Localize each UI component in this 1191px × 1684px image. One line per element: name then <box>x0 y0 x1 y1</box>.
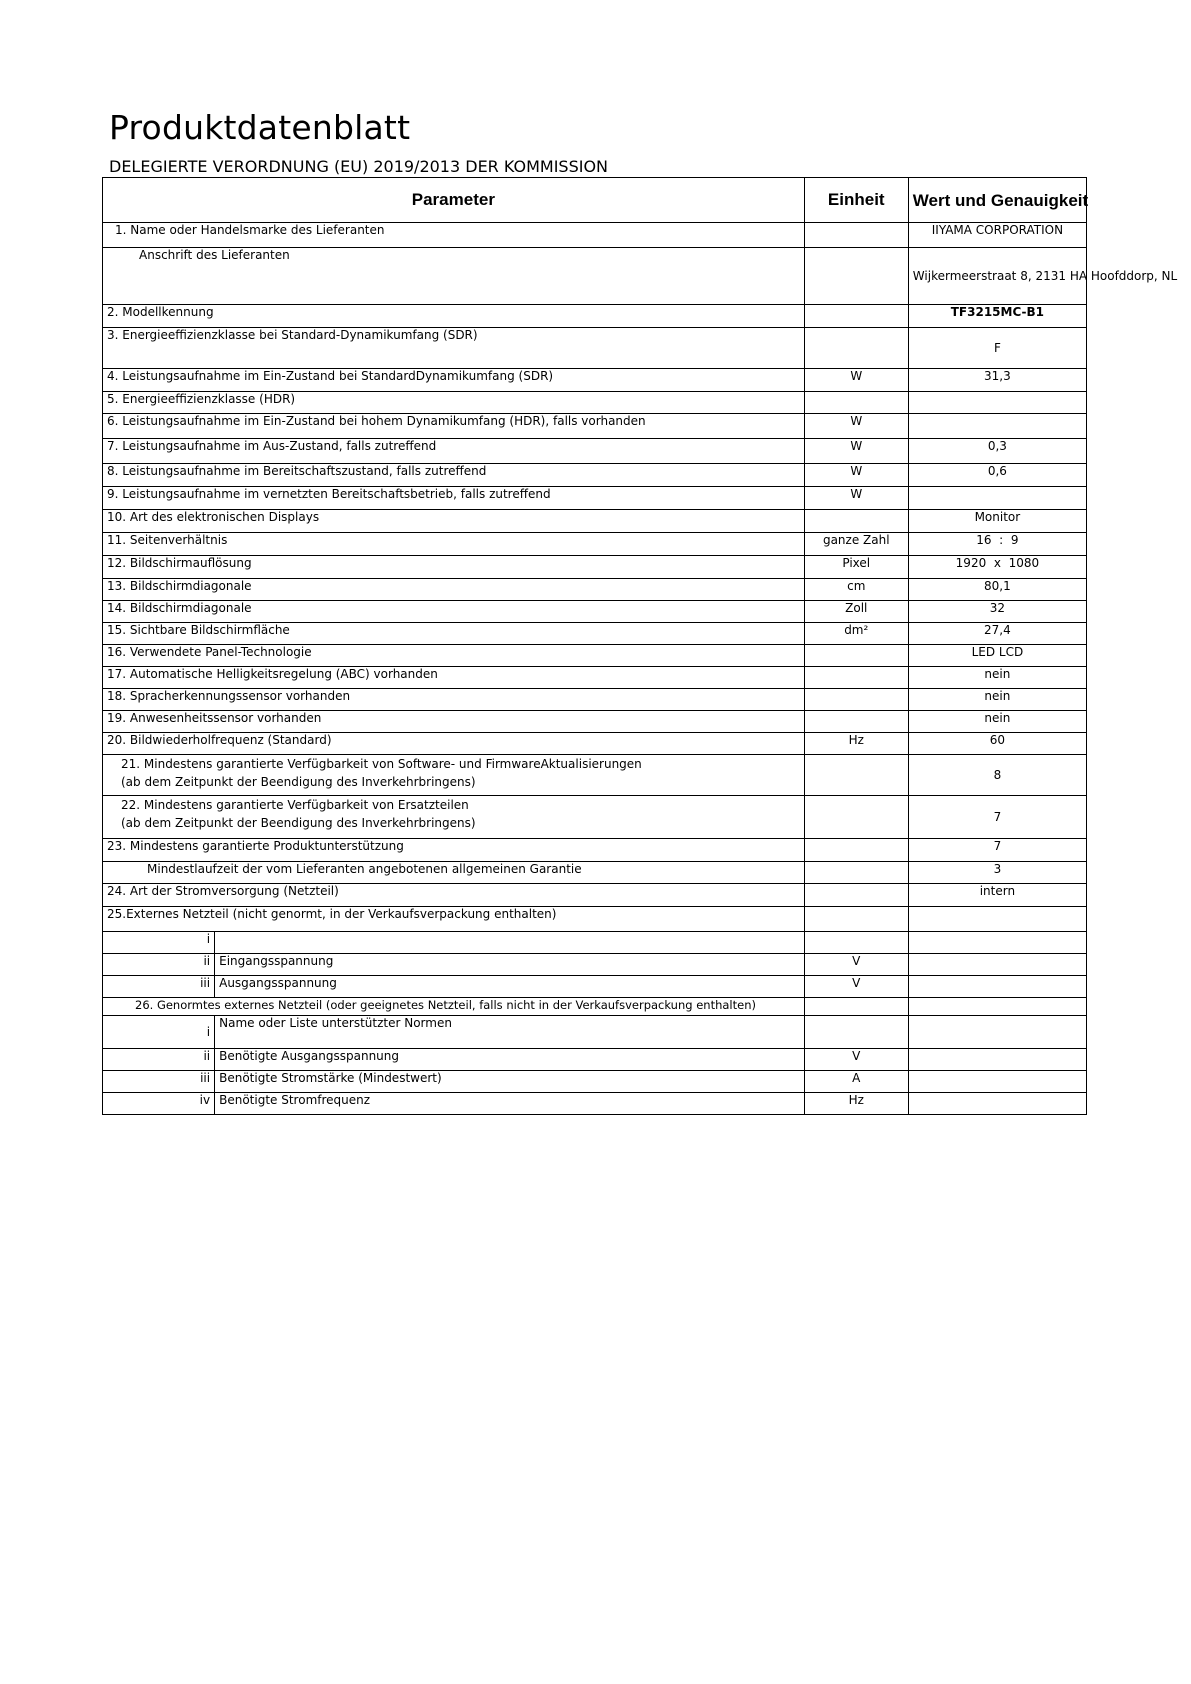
unit-cell: V <box>804 1049 908 1071</box>
roman-numeral: iii <box>103 976 215 998</box>
param-label-line: 21. Mindestens garantierte Verfügbarkeit von Software- und FirmwareAktualisierungen <box>121 757 642 771</box>
value-cell <box>908 487 1086 510</box>
param-label: 1. Name oder Handelsmarke des Lieferanten <box>103 223 805 248</box>
unit-cell <box>804 839 908 862</box>
param-label <box>215 932 805 954</box>
value-cell: Monitor <box>908 510 1086 533</box>
unit-cell: Hz <box>804 1093 908 1115</box>
unit-cell: V <box>804 954 908 976</box>
param-label: 7. Leistungsaufnahme im Aus-Zustand, falls zutreffend <box>103 439 805 464</box>
table-row <box>103 392 1087 414</box>
param-label: 5. Energieeffizienzklasse (HDR) <box>103 392 805 414</box>
param-label: Ausgangsspannung <box>215 976 805 998</box>
param-label: 18. Spracherkennungssensor vorhanden <box>103 689 805 711</box>
table-row <box>103 907 1087 932</box>
table-row <box>103 305 1087 328</box>
value-cell <box>908 976 1086 998</box>
value-cell: TF3215MC-B1 <box>908 305 1086 328</box>
param-label: 20. Bildwiederholfrequenz (Standard) <box>103 733 805 755</box>
unit-cell <box>804 932 908 954</box>
unit-cell: V <box>804 976 908 998</box>
table-row <box>103 1071 1087 1093</box>
param-label: 25.Externes Netzteil (nicht genormt, in der Verkaufsverpackung enthalten) <box>103 907 805 932</box>
unit-cell: ganze Zahl <box>804 533 908 556</box>
param-label: 24. Art der Stromversorgung (Netzteil) <box>103 884 805 907</box>
unit-cell: Zoll <box>804 601 908 623</box>
value-cell: nein <box>908 689 1086 711</box>
table-row <box>103 556 1087 579</box>
value-cell: intern <box>908 884 1086 907</box>
value-cell: 80,1 <box>908 579 1086 601</box>
value-cell: 8 <box>908 755 1086 796</box>
param-label: Name oder Liste unterstützter Normen <box>215 1016 805 1049</box>
unit-cell <box>804 755 908 796</box>
unit-cell <box>804 711 908 733</box>
param-label: 14. Bildschirmdiagonale <box>103 601 805 623</box>
unit-cell <box>804 328 908 369</box>
param-label: 4. Leistungsaufnahme im Ein-Zustand bei StandardDynamikumfang (SDR) <box>103 369 805 392</box>
unit-cell: cm <box>804 579 908 601</box>
table-row <box>103 711 1087 733</box>
param-label: 2. Modellkennung <box>103 305 805 328</box>
value-cell: 27,4 <box>908 623 1086 645</box>
value-cell: 60 <box>908 733 1086 755</box>
unit-cell <box>804 510 908 533</box>
param-label: 15. Sichtbare Bildschirmfläche <box>103 623 805 645</box>
table-row <box>103 248 1087 305</box>
value-cell <box>908 907 1086 932</box>
table-row <box>103 623 1087 645</box>
value-cell: F <box>908 328 1086 369</box>
value-cell: 31,3 <box>908 369 1086 392</box>
value-cell <box>908 1049 1086 1071</box>
value-cell: 7 <box>908 839 1086 862</box>
value-cell <box>908 998 1086 1016</box>
param-label: 3. Energieeffizienzklasse bei Standard-Dynamikumfang (SDR) <box>103 328 805 369</box>
param-label-line: (ab dem Zeitpunkt der Beendigung des Inverkehrbringens) <box>121 775 476 789</box>
param-label-line: (ab dem Zeitpunkt der Beendigung des Inverkehrbringens) <box>121 816 476 830</box>
header-unit: Einheit <box>804 178 908 223</box>
value-cell: 7 <box>908 796 1086 839</box>
value-cell <box>908 1016 1086 1049</box>
table-row <box>103 533 1087 556</box>
table-row <box>103 1016 1087 1049</box>
value-cell: nein <box>908 667 1086 689</box>
table-row <box>103 601 1087 623</box>
value-cell: Wijkermeerstraat 8, 2131 HA Hoofddorp, NL <box>908 248 1086 305</box>
unit-cell: Pixel <box>804 556 908 579</box>
table-row <box>103 862 1087 884</box>
param-label: 8. Leistungsaufnahme im Bereitschaftszustand, falls zutreffend <box>103 464 805 487</box>
value-cell <box>908 954 1086 976</box>
unit-cell <box>804 1016 908 1049</box>
unit-cell <box>804 689 908 711</box>
product-data-table <box>102 177 1178 1115</box>
unit-cell: W <box>804 439 908 464</box>
table-row <box>103 976 1087 998</box>
unit-cell <box>804 998 908 1016</box>
table-header-row <box>103 178 1087 223</box>
table-row <box>103 487 1087 510</box>
unit-cell <box>804 862 908 884</box>
table-row <box>103 223 1087 248</box>
table-row <box>103 689 1087 711</box>
param-label: 19. Anwesenheitssensor vorhanden <box>103 711 805 733</box>
table-row <box>103 1049 1087 1071</box>
roman-numeral: i <box>103 1016 215 1049</box>
param-label: Mindestlaufzeit der vom Lieferanten angebotenen allgemeinen Garantie <box>103 862 805 884</box>
unit-cell <box>804 907 908 932</box>
param-label: 16. Verwendete Panel-Technologie <box>103 645 805 667</box>
param-label: Benötigte Ausgangsspannung <box>215 1049 805 1071</box>
param-label: 12. Bildschirmauflösung <box>103 556 805 579</box>
unit-cell <box>804 223 908 248</box>
unit-cell <box>804 645 908 667</box>
roman-numeral: ii <box>103 954 215 976</box>
table-row <box>103 510 1087 533</box>
param-label-line: 22. Mindestens garantierte Verfügbarkeit von Ersatzteilen <box>121 798 469 812</box>
value-cell <box>908 414 1086 439</box>
param-label: Benötigte Stromstärke (Mindestwert) <box>215 1071 805 1093</box>
header-parameter: Parameter <box>103 178 805 223</box>
page-title: Produktdatenblatt <box>109 108 411 147</box>
param-label <box>103 796 805 839</box>
table-row <box>103 954 1087 976</box>
unit-cell: W <box>804 464 908 487</box>
table-row <box>103 645 1087 667</box>
unit-cell: A <box>804 1071 908 1093</box>
page-subtitle: DELEGIERTE VERORDNUNG (EU) 2019/2013 DER KOMMISSION <box>109 157 609 176</box>
roman-numeral: i <box>103 932 215 954</box>
param-label: 23. Mindestens garantierte Produktunterstützung <box>103 839 805 862</box>
unit-cell <box>804 248 908 305</box>
value-cell: 16 : 9 <box>908 533 1086 556</box>
table-row <box>103 839 1087 862</box>
value-cell: 3 <box>908 862 1086 884</box>
value-cell: 1920 x 1080 <box>908 556 1086 579</box>
param-label <box>103 755 805 796</box>
value-cell <box>908 932 1086 954</box>
table-row <box>103 464 1087 487</box>
table-row <box>103 414 1087 439</box>
unit-cell: W <box>804 487 908 510</box>
unit-cell <box>804 796 908 839</box>
table-row <box>103 884 1087 907</box>
table-row <box>103 1093 1087 1115</box>
value-cell: 32 <box>908 601 1086 623</box>
value-cell <box>908 392 1086 414</box>
param-label: 10. Art des elektronischen Displays <box>103 510 805 533</box>
value-cell <box>908 1093 1086 1115</box>
param-label: Anschrift des Lieferanten <box>103 248 805 305</box>
unit-cell: W <box>804 414 908 439</box>
unit-cell: dm² <box>804 623 908 645</box>
table-row <box>103 579 1087 601</box>
table-row <box>103 369 1087 392</box>
unit-cell <box>804 305 908 328</box>
table-row <box>103 328 1087 369</box>
param-label: 6. Leistungsaufnahme im Ein-Zustand bei hohem Dynamikumfang (HDR), falls vorhanden <box>103 414 805 439</box>
value-cell: LED LCD <box>908 645 1086 667</box>
roman-numeral: ii <box>103 1049 215 1071</box>
table-row <box>103 439 1087 464</box>
value-cell <box>908 1071 1086 1093</box>
param-label: 13. Bildschirmdiagonale <box>103 579 805 601</box>
table-row <box>103 733 1087 755</box>
roman-numeral: iii <box>103 1071 215 1093</box>
value-cell: nein <box>908 711 1086 733</box>
param-label: Eingangsspannung <box>215 954 805 976</box>
param-label: Benötigte Stromfrequenz <box>215 1093 805 1115</box>
table-row <box>103 998 1087 1016</box>
param-label: 26. Genormtes externes Netzteil (oder geeignetes Netzteil, falls nicht in der Verkaufsverpackung enthalten) <box>103 998 805 1016</box>
table-row <box>103 667 1087 689</box>
header-value: Wert und Genauigkeit <box>908 178 1086 223</box>
value-cell: 0,6 <box>908 464 1086 487</box>
unit-cell: W <box>804 369 908 392</box>
unit-cell <box>804 667 908 689</box>
param-label: 17. Automatische Helligkeitsregelung (ABC) vorhanden <box>103 667 805 689</box>
value-cell: 0,3 <box>908 439 1086 464</box>
param-label: 9. Leistungsaufnahme im vernetzten Bereitschaftsbetrieb, falls zutreffend <box>103 487 805 510</box>
unit-cell <box>804 392 908 414</box>
unit-cell: Hz <box>804 733 908 755</box>
table-row <box>103 796 1087 839</box>
roman-numeral: iv <box>103 1093 215 1115</box>
table-row <box>103 932 1087 954</box>
unit-cell <box>804 884 908 907</box>
value-cell: IIYAMA CORPORATION <box>908 223 1086 248</box>
param-label: 11. Seitenverhältnis <box>103 533 805 556</box>
table-row <box>103 755 1087 796</box>
